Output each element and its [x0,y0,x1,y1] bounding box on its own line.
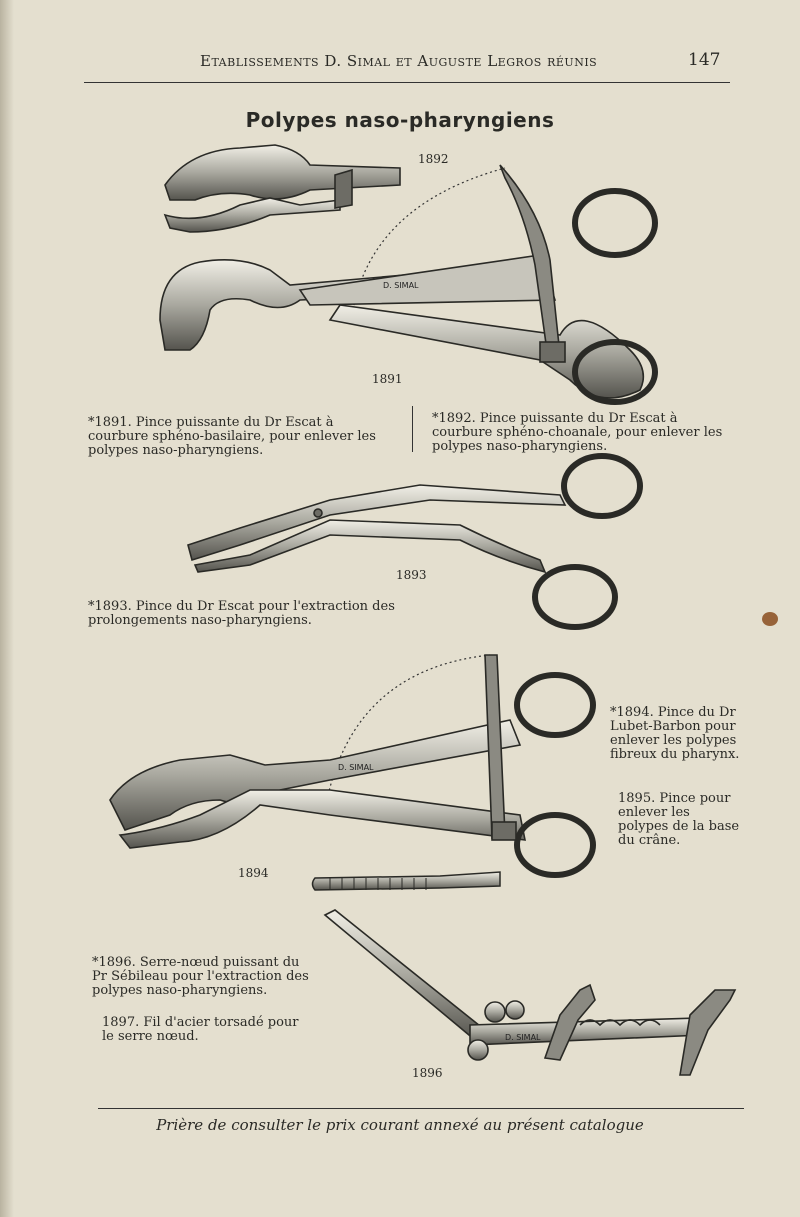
jaw-1895 [313,872,501,890]
caption-1893: *1893. Pince du Dr Escat pour l'extraction des prolongements naso-pharyngiens. [88,599,395,628]
caption-1895: 1895. Pince pour enlever les polypes de la base du crâne. [618,791,740,848]
footer-rule [98,1108,744,1109]
engraving-1894: D. SIMAL [338,763,374,772]
running-head: Etablissements D. Simal et Auguste Legros réunis [200,52,598,70]
caption-divider [412,406,413,452]
page-number: 147 [688,50,721,70]
engraving-1891: D. SIMAL [383,281,419,290]
footer-note: Prière de consulter le prix courant annexé au présent catalogue [156,1116,644,1134]
figure-label-1891: 1891 [372,372,403,386]
figure-label-1894: 1894 [238,866,269,880]
figure-label-1896: 1896 [412,1066,443,1080]
engraving-1896: D. SIMAL [505,1033,541,1042]
caption-1894: *1894. Pince du Dr Lubet-Barbon pour enlever les polypes fibreux du pharynx. [610,705,740,762]
figure-label-1893: 1893 [396,568,427,582]
page-title: Polypes naso-pharyngiens [245,108,555,132]
caption-1892: *1892. Pince puissante du Dr Escat à courbure sphéno-choanale, pour enlever les polypes naso-pharyngiens. [432,411,723,454]
snare-1896 [325,910,735,1075]
paper-stain [762,612,778,626]
figure-label-1892: 1892 [418,152,449,166]
caption-1896: *1896. Serre-nœud puissant du Pr Sébileau pour l'extraction des polypes naso-pharyngiens. [92,955,309,998]
caption-1891: *1891. Pince puissante du Dr Escat à courbure sphéno-basilaire, pour enlever les polypes naso-pharyngiens. [88,415,376,458]
caption-1897: 1897. Fil d'acier torsadé pour le serre nœud. [102,1015,299,1044]
forceps-1892-jaw [165,145,400,232]
